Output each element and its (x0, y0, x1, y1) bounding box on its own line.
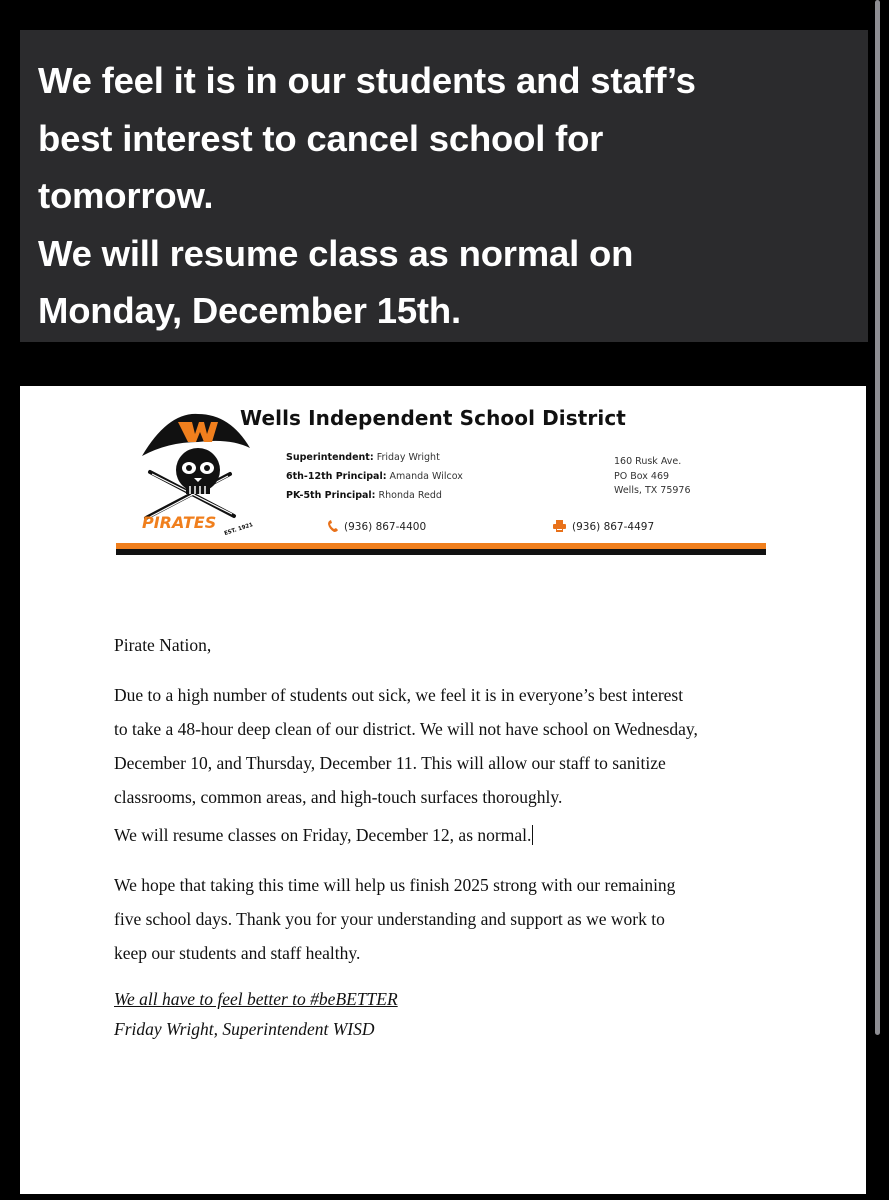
staff-name: Amanda Wilcox (389, 471, 463, 482)
staff-role: 6th-12th Principal: (286, 471, 387, 482)
text-line: keep our students and staff healthy. (114, 943, 361, 963)
logo-est: EST. 1921 (223, 522, 254, 536)
letterhead-divider-black (116, 549, 766, 555)
signature: Friday Wright, Superintendent WISD (114, 1019, 375, 1039)
text-line: classrooms, common areas, and high-touch surfaces thoroughly. (114, 787, 563, 807)
phone-text: (936) 867-4400 (344, 521, 427, 533)
banner-line: We will resume class as normal on (38, 232, 634, 274)
motto: We all have to feel better to #beBETTER (114, 989, 398, 1009)
address-line: PO Box 469 (614, 470, 670, 482)
staff-role: Superintendent: (286, 452, 374, 463)
phone-icon (328, 520, 338, 532)
staff-row (286, 490, 463, 509)
address-line: Wells, TX 75976 (614, 485, 691, 496)
staff-row (286, 471, 463, 490)
banner-line: best interest to cancel school for (38, 117, 604, 159)
staff-name: Friday Wright (376, 452, 440, 463)
staff-list (286, 452, 463, 509)
text-line: five school days. Thank you for your understanding and support as we work to (114, 909, 665, 929)
banner-line: tomorrow. (38, 175, 214, 216)
text-cursor (532, 825, 533, 845)
staff-name: Rhonda Redd (378, 490, 442, 501)
scrollbar[interactable] (875, 0, 880, 1035)
district-address (614, 456, 691, 500)
banner-line: We feel it is in our students and staff’s (38, 60, 696, 101)
text-line: We will resume classes on Friday, December 12, as normal. (114, 825, 532, 845)
fax-text: (936) 867-4497 (572, 521, 655, 533)
text-line: to take a 48-hour deep clean of our district. We will not have school on Wednesday, (114, 719, 698, 739)
address-line: 160 Rusk Ave. (614, 456, 682, 467)
paragraph-thanks (114, 868, 784, 970)
text-line: December 10, and Thursday, December 11. This will allow our staff to sanitize (114, 753, 666, 773)
district-name: Wells Independent School District (240, 406, 626, 430)
staff-role: PK-5th Principal: (286, 490, 376, 501)
fax-number (553, 520, 654, 533)
banner-line: Monday, December 15th. (38, 290, 461, 331)
salutation: Pirate Nation, (114, 635, 212, 655)
fax-icon (553, 520, 566, 532)
paragraph-closure-notice (114, 678, 784, 814)
caption-banner (20, 30, 868, 342)
letter-body (114, 632, 784, 1044)
paragraph-resume-notice (114, 818, 784, 852)
text-line: Due to a high number of students out sick, we feel it is in everyone’s best interest (114, 685, 684, 705)
logo-text: PIRATES (142, 513, 217, 532)
staff-row (286, 452, 463, 471)
letter-document (20, 386, 866, 1194)
phone-number (328, 520, 426, 533)
text-line: We hope that taking this time will help us finish 2025 strong with our remaining (114, 875, 676, 895)
